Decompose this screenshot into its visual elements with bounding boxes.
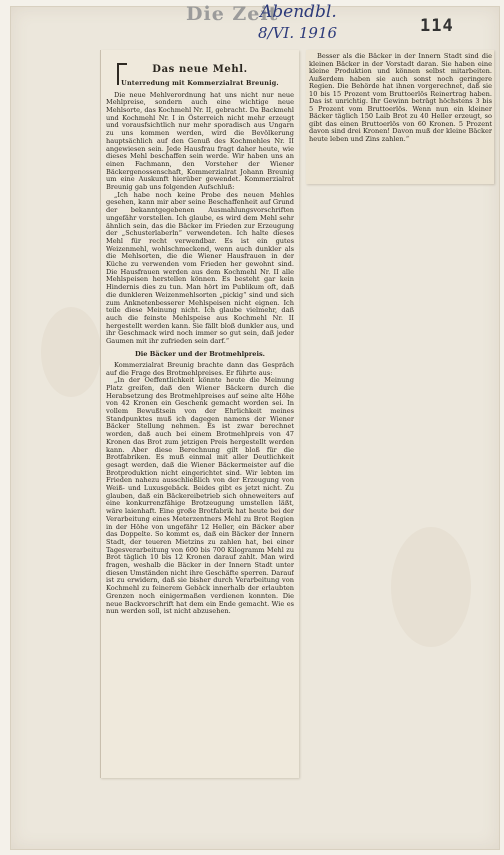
handwritten-edition-note: Abendbl. [260,2,337,22]
newspaper-masthead: Die Zeit [186,3,279,25]
article-paragraph: „Ich habe noch keine Probe des neuen Mehles gesehen, kann mir aber seine Beschaffenheit auf Grund der bekanntgegebenen Ausmahlungsvorschriften ungefähr vorstellen. Ich glaube, es wird dem Mehl sehr ähnlich sein, das die Bäcker im Frieden zur Erzeugung der „Schusterlaberln“ verwendeten. Ich halte dieses Mehl für recht verwendbar. Es ist ein gutes Weizenmehl, wohlschmeckend, wenn auch dunkler als die Mehlsorten, die die Wiener Hausfrauen in der Küche zu verwenden vom Frieden her gewohnt sind. Die Hausfrauen werden aus dem Kochmehl Nr. II alle Mehlspeisen herstellen können. Es besteht gar kein Hindernis dies zu tun. Man hört im Publikum oft, daß die dunkleren Weizenmehlsorten „pickig“ sind und sich zum Anknetenbesserer Mehlspeisen nicht eignen. Ich teile diese Meinung nicht. Ich glaube vielmehr, daß auch die feinste Mehlspeise aus Kochmehl Nr. II hergestellt werden kann. Sie fällt bloß dunkler aus, und ihr Geschmack wird noch immer so gut sein, daß jeder Gaumen mit ihr zufrieden sein darf.“ [106,190,294,346]
page-header [0,0,488,44]
article-paragraph: „In der Oeffentlichkeit könnte heute die Meinung Platz greifen, daß den Wiener Bäckern durch die Herabsetzung des Brotmehlpreises auf seine alte Höhe von 42 Kronen ein Geschenk gemacht worden sei. In vollem Bewußtsein von der Ehrlichkeit meines Standpunktes muß ich dagegen namens der Wiener Bäcker Stellung nehmen. Es ist zwar berechnet worden, daß auch bei einem Brotmehlpreis von 47 Kronen das Brot zum jetzigen Preis hergestellt werden kann. Aber diese Berechnung gilt bloß für die Brotfabriken. Es muß einmal mit aller Deutlichkeit gesagt werden, daß die Wiener Bäckermeister auf die Brotproduktion nicht eingerichtet sind. Wir lebten im Frieden nahezu ausschließlich von der Erzeugung von Weiß- und Luxusgebäck. Beides gibt es jetzt nicht. Zu glauben, daß ein Bäckereibetrieb sich ohneweiters auf eine konkurrenzfähige Brotzeugung umstellen läßt, wäre laienhaft. Eine große Brotfabrik hat heute bei der Verarbeitung eines Meterzentners Mehl zu Brot Regien in der Höhe von ungefähr 12 Heller, ein Bäcker aber das Doppelte. So kommt es, daß ein Bäcker der Innern Stadt, der teueren Mietzins zu zahlen hat, bei einer Tagesverarbeitung von 600 bis 700 Kilogramm Mehl zu Brot täglich 10 bis 12 Kronen darauf zahlt. Man wird fragen, weshalb die Bäcker in der Innern Stadt unter diesen Umständen nicht ihre Geschäfte sperren. Darauf ist zu erwidern, daß sie bisher durch Verarbeitung von Kochmehl zu feinerem Gebäck innerhalb der erlaubten Grenzen noch einigermaßen verdienen konnten. Die neue Backvorschrift hat dem ein Ende gemacht. Wie es nun werden soll, ist nicht abzusehen. [106,376,294,616]
paper-stain [391,527,471,647]
side-article-paragraph: Besser als die Bäcker in der Innern Stadt sind die kleinen Bäcker in der Vorstadt daran. Sie haben eine kleine Produktion und können selbst mitarbeiten. Außerdem haben sie auch sonst noch geringere Regien. Die Behörde hat ihnen vorgerechnet, daß sie 10 bis 15 Prozent vom Bruttoerlös Reinertrag haben. Das ist unrichtig. Ihr Gewinn beträgt höchstens 3 bis 5 Prozent vom Bruttoerlös. Wenn nun ein kleiner Bäcker täglich 150 Laib Brot zu 40 Heller erzeugt, so gibt das einen Bruttoerlös von 60 Kronen. 5 Prozent davon sind drei Kronen! Davon muß der kleine Bäcker heute leben und Zins zahlen.“ [309,53,492,143]
paper-stain [41,307,101,397]
side-article-column [309,53,492,183]
article-title: Das neue Mehl. [152,64,248,75]
article-paragraph: Kommerzialrat Breunig brachte dann das Gespräch auf die Frage des Brotmehlpreises. Er führte aus: [106,360,294,377]
article-subtitle: Unterredung mit Kommerzialrat Breunig. [121,79,279,87]
section-heading: Die Bäcker und der Brotmehlpreis. [135,349,265,358]
article-paragraph: Die neue Mehlverordnung hat uns nicht nur neue Mehlpreise, sondern auch eine wichtige neue Mehlsorte, das Kochmehl Nr. II, gebracht. Da Backmehl und Kochmehl Nr. I in Österreich nicht mehr erzeugt und vorausfsichtlich nur mehr sporadisch aus Ungarn zu uns kommen werden, wird die Bevölkerung hauptsächlich auf den Genuß des Kochmehles Nr. II angewiesen sein. Jede Hausfrau fragt daher heute, wie dieses Mehl beschaffen sein werde. Wir haben uns an einen Fachmann, den Vorsteher der Wiener Bäckergenossenschaft, Kommerzialrat Johann Breunig um eine Auskunft hierüber gewendet. Kommerzialrat Breunig gab uns folgenden Aufschluß: [106,90,294,192]
main-article-column [106,54,294,774]
handwritten-date: 8/VI. 1916 [258,24,338,42]
stamped-page-number: 114 [420,16,454,36]
